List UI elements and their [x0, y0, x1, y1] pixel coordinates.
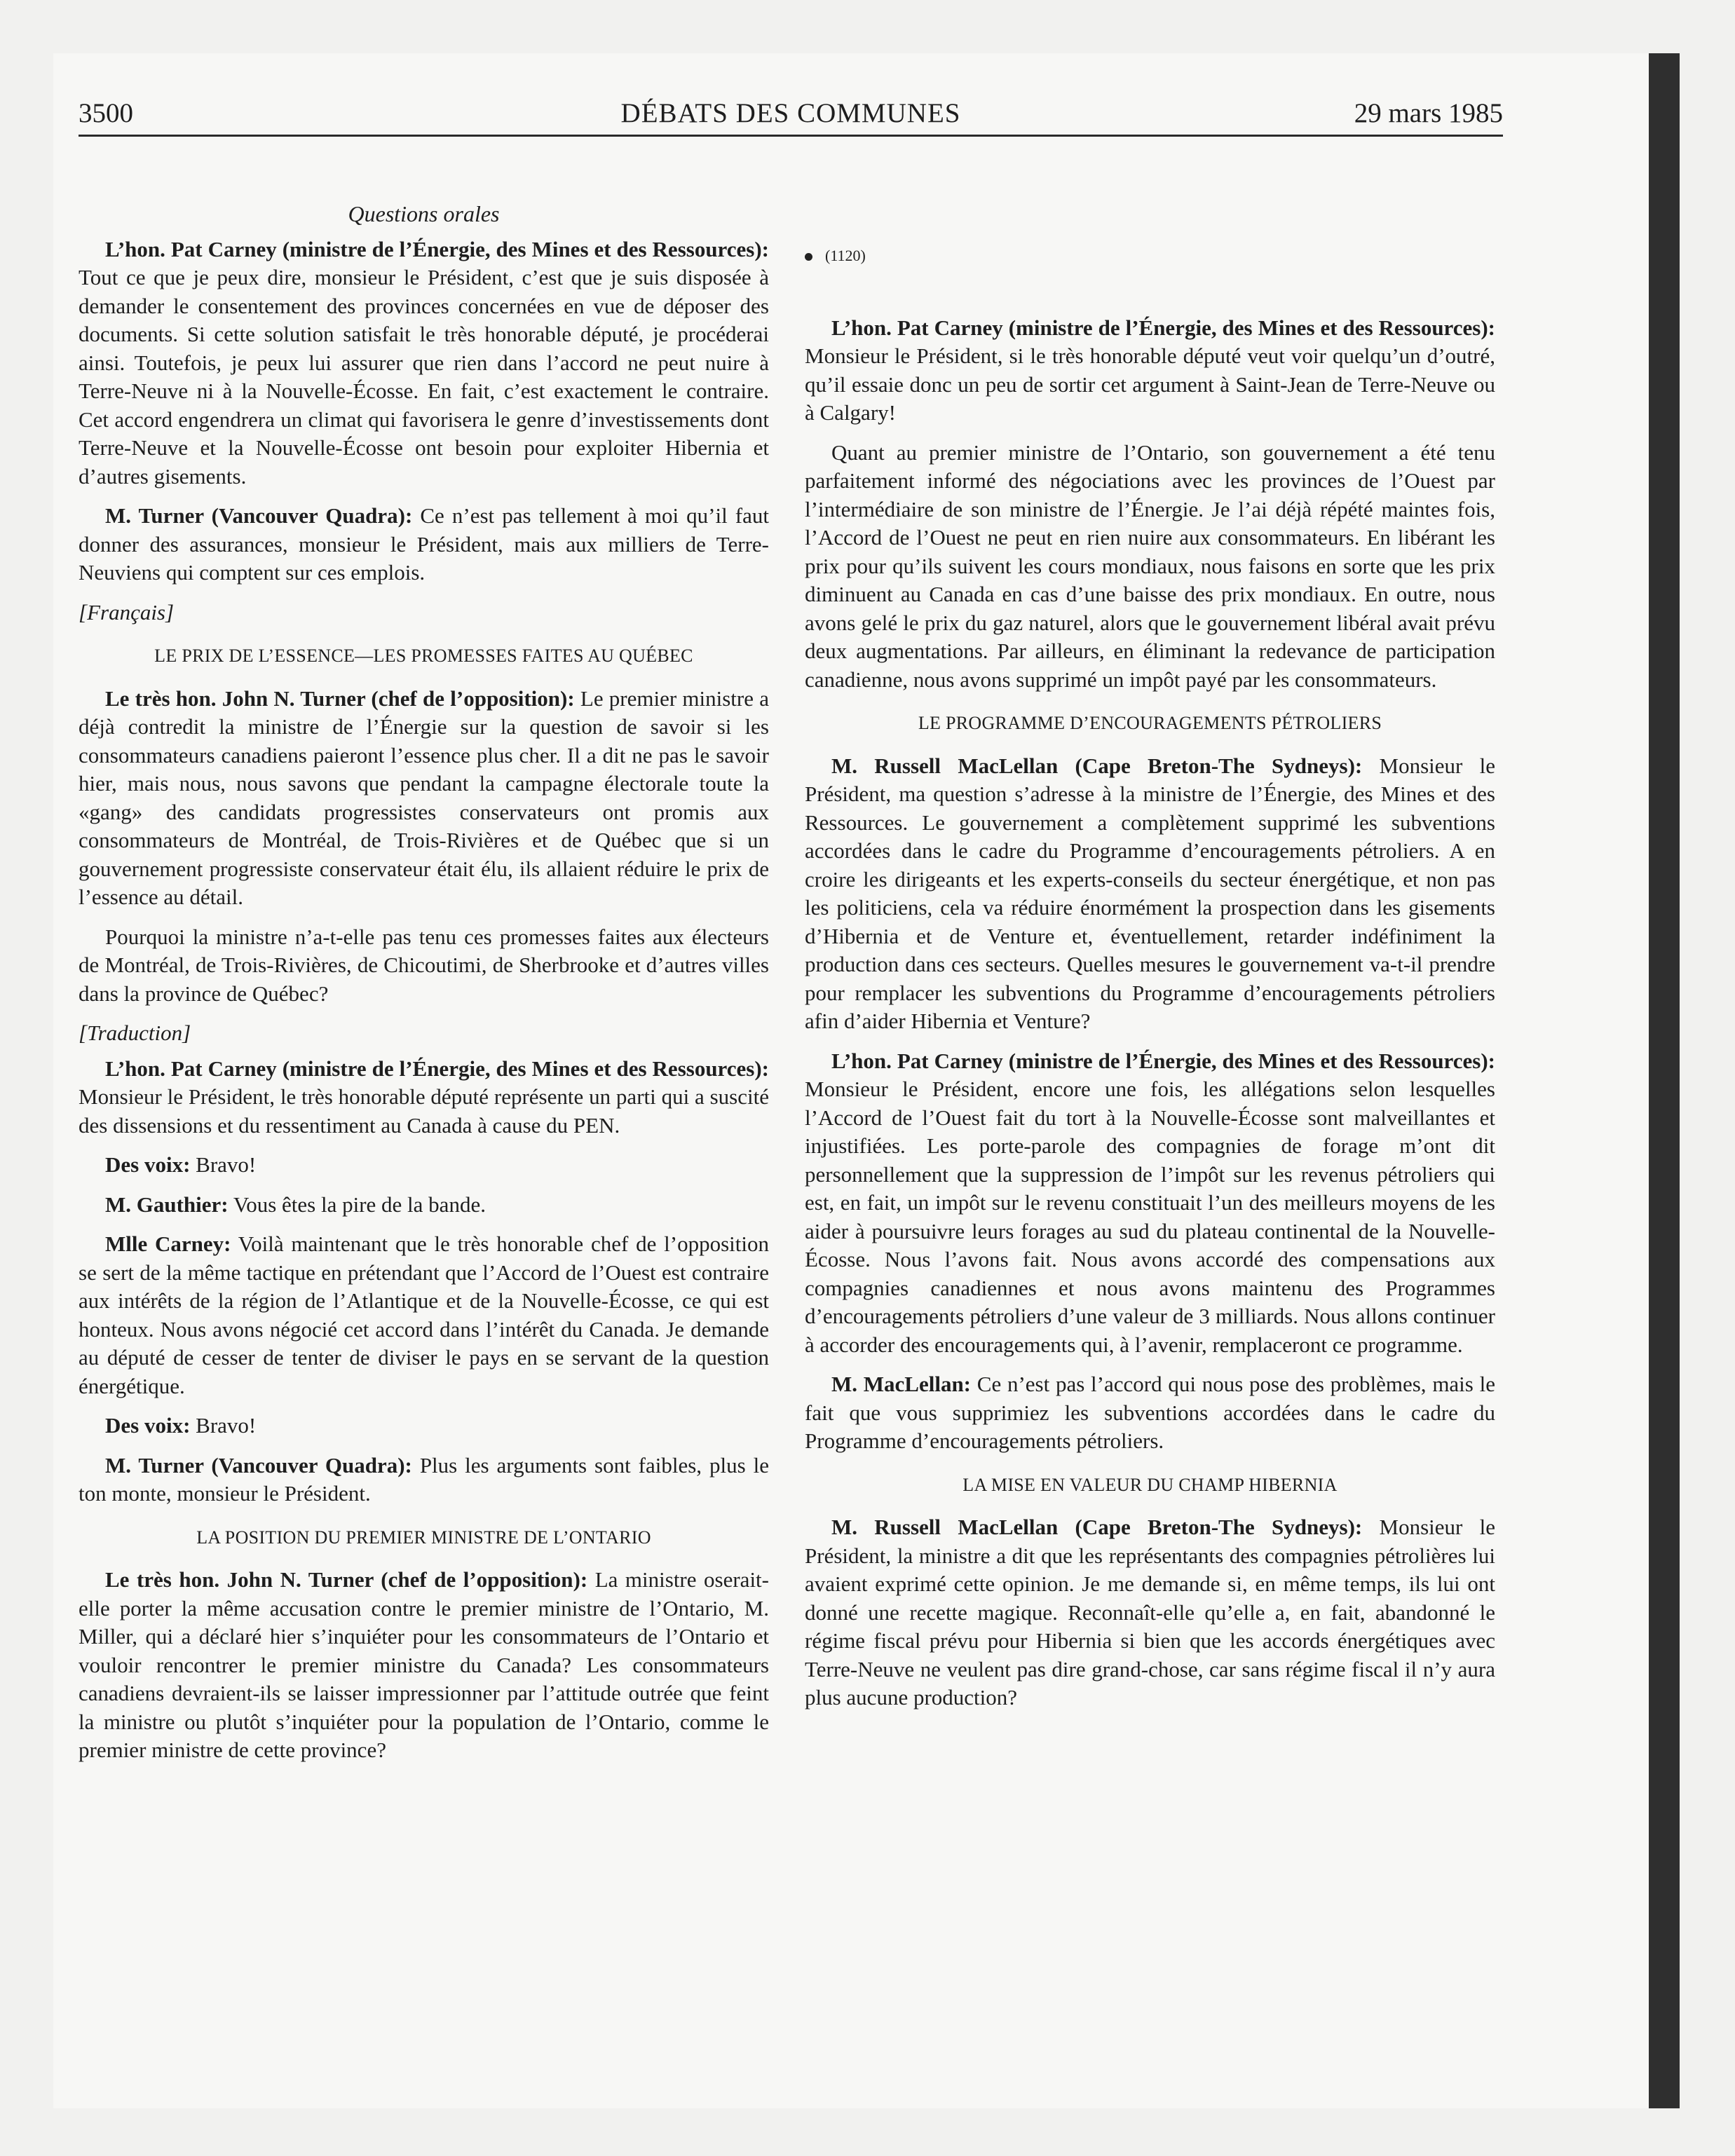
paragraph	[79, 1055, 769, 1140]
paragraph: Quant au premier ministre de l’Ontario, son gouvernement a été tenu parfaitement informé des négociations avec les provinces de l’Ouest par l’intermédiaire de son ministre de l’Énergie. Je l’ai déjà répété maintes fois, l’Accord de l’Ouest ne peut en rien nuire aux consommateurs. En libérant les prix pour qu’ils suivent les cours mondiaux, nous faisons en sorte que les prix diminuent au Canada en cas d’une baisse des prix mondiaux. En outre, nous avons gelé le prix du gaz naturel, alors que le gouvernement libéral avait prévu deux augmentations. Par ailleurs, en éliminant la redevance de participation canadienne, nous avons supprimé un impôt payé par les consommateurs.	[805, 439, 1495, 692]
speech: Ce n’est pas tellement à moi qu’il faut donner des assurances, monsieur le Président, mais aux milliers de Terre-Neuviens qui comptent sur ces emplois.	[79, 503, 769, 585]
subject-heading: LA MISE EN VALEUR DU CHAMP HIBERNIA	[962, 1474, 1338, 1495]
left-column	[79, 200, 769, 1776]
speech: Plus les arguments sont faibles, plus le ton monte, monsieur le Président.	[79, 1452, 769, 1506]
speech: Monsieur le Président, si le très honorable député veut voir quelqu’un d’outré, qu’il essaie donc un peu de sortir cet argument à Saint-Jean de Terre-Neuve ou à Calgary!	[805, 343, 1495, 425]
paragraph	[79, 1191, 769, 1220]
page-number: 3500	[79, 98, 133, 128]
paragraph	[79, 1230, 769, 1400]
speaker: L’hon. Pat Carney (ministre de l’Énergie, des Mines et des Ressources):	[831, 1048, 1495, 1073]
paragraph	[79, 1412, 769, 1440]
section-heading: Questions orales	[348, 201, 500, 226]
paragraph	[805, 1047, 1495, 1360]
scan-edge-shadow	[1649, 53, 1680, 2108]
page-header	[79, 93, 1503, 137]
speech: Tout ce que je peux dire, monsieur le Président, c’est que je suis disposée à demander le consentement des provinces concernées en vue de déposer des documents. Si cette solution satisfait le très honorable député, je procéderai ainsi. Toutefois, je peux lui assurer que rien dans l’accord ne peut nuire à Terre-Neuve ni à la Nouvelle-Écosse. En fait, c’est exactement le contraire. Cet accord engendrera un climat qui favorisera le genre d’investissements dont Terre-Neuve et la Nouvelle-Écosse ont besoin pour exploiter Hibernia et d’autres gisements.	[79, 265, 769, 489]
speaker: Mlle Carney:	[105, 1231, 231, 1256]
speech: Monsieur le Président, la ministre a dit que les représentants des compagnies pétrolières lui avaient exprimé cette opinion. Je me demande si, en même temps, ils lui ont donné une recette magique. Reconnaît-elle qu’elle a, en fait, abandonné le régime fiscal prévu pour Hibernia si bien que les accords énergétiques avec Terre-Neuve ne veulent pas dire grand-chose, car sans régime fiscal il n’y aura plus aucune production?	[805, 1515, 1495, 1710]
paragraph	[805, 1370, 1495, 1456]
paragraph	[79, 236, 769, 491]
paragraph	[79, 1151, 769, 1180]
language-marker: [Français]	[79, 599, 175, 625]
speech: Le premier ministre a déjà contredit la ministre de l’Énergie sur la question de savoir si les consommateurs canadiens paieront l’essence plus cher. Il a dit ne pas le savoir hier, mais nous, nous savons que pendant la campagne électorale toute la «gang» des candidats progressistes conservateurs ont promis aux consommateurs de Montréal, de Trois-Rivières et de Québec que si un gouvernement progressiste conservateur était élu, ils allaient réduire le prix de l’essence au détail.	[79, 685, 769, 909]
speech: La ministre oserait-elle porter la même accusation contre le premier ministre de l’Ontario, M. Miller, qui a déclaré hier s’inquiéter pour les consommateurs de l’Ontario et vouloir rencontrer le premier ministre du Canada? Les consommateurs canadiens devraient-ils se laisser impressionner par l’attitude outrée que feint la ministre ou plutôt s’inquiéter pour la population de l’Ontario, comme le premier ministre de cette province?	[79, 1567, 769, 1762]
speech: Monsieur le Président, ma question s’adresse à la ministre de l’Énergie, des Mines et des Ressources. Le gouvernement a complètement supprimé les subventions accordées dans le cadre du Programme d’encouragements pétroliers. A en croire les dirigeants et les experts-conseils du secteur énergétique, et non pas les politiciens, cela va réduire énormément la prospection dans les gisements d’Hibernia et de Venture et, éventuellement, retarder indéfiniment la production dans ces secteurs. Quelles mesures le gouvernement va-t-il prendre pour remplacer les subventions du Programme d’encouragements pétroliers afin d’aider Hibernia et Venture?	[805, 753, 1495, 1033]
speaker: L’hon. Pat Carney (ministre de l’Énergie, des Mines et des Ressources):	[105, 236, 769, 261]
paragraph	[805, 314, 1495, 428]
speaker: L’hon. Pat Carney (ministre de l’Énergie, des Mines et des Ressources):	[831, 315, 1495, 340]
subject-heading: LE PROGRAMME D’ENCOURAGEMENTS PÉTROLIERS	[918, 713, 1382, 733]
right-column	[805, 242, 1495, 1724]
speaker: M. MacLellan:	[831, 1372, 972, 1396]
speaker: M. Gauthier:	[105, 1192, 229, 1217]
speaker: M. Russell MacLellan (Cape Breton-The Sydneys):	[831, 1515, 1363, 1539]
speech: Monsieur le Président, le très honorable député représente un parti qui a suscité des dissensions et du ressentiment au Canada à cause du PEN.	[79, 1084, 769, 1138]
speaker: M. Turner (Vancouver Quadra):	[105, 1452, 412, 1478]
paragraph	[805, 1513, 1495, 1712]
speech: Voilà maintenant que le très honorable chef de l’opposition se sert de la même tactique en prétendant que l’Accord de l’Ouest est contraire aux intérêts de la région de l’Atlantique et de la Nouvelle-Écosse, ce qui est honteux. Nous avons négocié cet accord dans l’intérêt du Canada. Je demande au député de cesser de tenter de diviser le pays en se servant de la question énergétique.	[79, 1231, 769, 1398]
timestamp	[805, 242, 1495, 271]
speech: Monsieur le Président, encore une fois, les allégations selon lesquelles l’Accord de l’Ouest fait du tort à la Nouvelle-Écosse sont malveillantes et injustifiées. Les porte-parole des compagnies de forage m’ont dit personnellement que la suppression de l’impôt sur les revenus pétroliers qui est, en fait, un impôt sur le revenu constituait l’un des meilleurs moyens de les aider à poursuivre leurs forages au sud du plateau continental de la Nouvelle-Écosse. Nous l’avons fait. Nous avons accordé des compensations aux compagnies canadiennes et nous avons maintenu des Programmes d’encouragements pétroliers d’une valeur de 3 milliards. Nous allons continuer à accorder des encouragements qui, à l’avenir, remplaceront ce programme.	[805, 1077, 1495, 1357]
paragraph	[805, 752, 1495, 1036]
speaker: Le très hon. John N. Turner (chef de l’opposition):	[105, 1567, 588, 1592]
publication-title: DÉBATS DES COMMUNES	[620, 98, 961, 128]
speaker: L’hon. Pat Carney (ministre de l’Énergie, des Mines et des Ressources):	[105, 1056, 769, 1081]
timestamp-text: (1120)	[825, 247, 866, 264]
language-marker: [Traduction]	[79, 1021, 191, 1045]
subject-heading: LE PRIX DE L’ESSENCE—LES PROMESSES FAITES AU QUÉBEC	[154, 646, 693, 666]
page-date: 29 mars 1985	[1354, 98, 1503, 128]
speaker: Le très hon. John N. Turner (chef de l’opposition):	[105, 685, 575, 711]
speech: Vous êtes la pire de la bande.	[228, 1192, 486, 1217]
paragraph	[79, 1566, 769, 1765]
subject-heading: LA POSITION DU PREMIER MINISTRE DE L’ONTARIO	[196, 1527, 651, 1548]
paragraph	[79, 502, 769, 587]
speech: Ce n’est pas l’accord qui nous pose des problèmes, mais le fait que vous supprimiez les subventions accordées dans le cadre du Programme d’encouragements pétroliers.	[805, 1372, 1495, 1453]
speaker: Des voix:	[105, 1152, 191, 1177]
speaker: Des voix:	[105, 1413, 191, 1438]
speech: Bravo!	[190, 1152, 257, 1177]
paragraph	[79, 685, 769, 912]
speaker: M. Turner (Vancouver Quadra):	[105, 503, 413, 528]
paragraph: Pourquoi la ministre n’a-t-elle pas tenu ces promesses faites aux électeurs de Montréal, de Trois-Rivières, de Chicoutimi, de Sherbrooke et d’autres villes dans la province de Québec?	[79, 924, 769, 1006]
speech: Bravo!	[190, 1413, 257, 1438]
bullet-icon	[805, 253, 812, 261]
speaker: M. Russell MacLellan (Cape Breton-The Sydneys):	[831, 753, 1363, 778]
paragraph	[79, 1452, 769, 1508]
